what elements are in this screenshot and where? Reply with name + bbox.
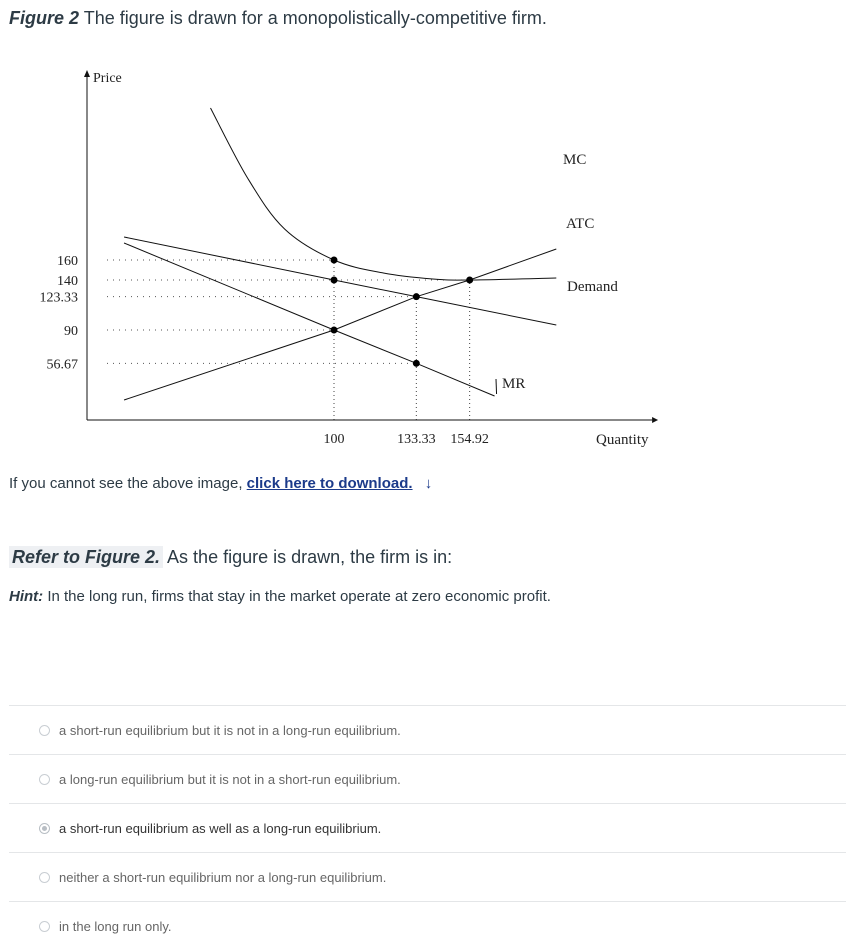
answer-label: a long-run equilibrium but it is not in a short-run equilibrium. [59, 771, 401, 787]
guide-lines [107, 260, 470, 420]
download-notice [9, 475, 432, 492]
y-axis-arrow [84, 70, 90, 77]
x-tick-label: 133.33 [397, 432, 436, 447]
radio-button[interactable] [39, 921, 50, 932]
curve-label-atc: ATC [566, 216, 595, 232]
download-prefix: If you cannot see the above image, [9, 475, 243, 492]
download-link[interactable]: click here to download. [246, 475, 413, 492]
curve-atc [211, 108, 557, 280]
curve-demand [124, 237, 556, 325]
hint-label: Hint: [9, 588, 44, 605]
figure-chart [0, 55, 680, 455]
y-tick-label: 56.67 [46, 357, 78, 373]
answer-option[interactable] [9, 852, 846, 901]
x-tick-label: 100 [323, 432, 345, 447]
tick-labels [40, 254, 489, 447]
answer-label: in the long run only. [59, 918, 172, 934]
answer-option[interactable] [9, 803, 846, 852]
curves [124, 108, 556, 400]
y-tick-label: 160 [57, 254, 78, 269]
marked-points [331, 257, 474, 367]
marked-point [466, 277, 473, 284]
curve-mc [124, 249, 556, 400]
y-tick-label: 123.33 [39, 290, 78, 306]
curve-mr [124, 243, 495, 396]
y-tick-label: 140 [57, 274, 78, 289]
download-arrow-icon[interactable]: ↓ [424, 475, 433, 492]
figure-caption: The figure is drawn for a monopolistically-competitive firm. [83, 8, 547, 28]
marked-point [331, 257, 338, 264]
y-axis-label: Price [93, 71, 122, 86]
radio-button[interactable] [39, 872, 50, 883]
x-axis-arrow [652, 417, 658, 423]
curve-label-demand: Demand [567, 279, 618, 295]
marked-point [331, 277, 338, 284]
answer-option[interactable] [9, 754, 846, 803]
answer-option[interactable] [9, 901, 846, 950]
curve-label-mr: MR [502, 376, 526, 392]
marked-point [331, 327, 338, 334]
figure-reference: Refer to Figure 2. [9, 546, 163, 568]
question-body: As the figure is drawn, the firm is in: [167, 547, 453, 567]
radio-button[interactable] [39, 823, 50, 834]
answer-label: a short-run equilibrium as well as a long-run equilibrium. [59, 820, 382, 836]
y-tick-label: 90 [64, 324, 78, 339]
radio-button[interactable] [39, 725, 50, 736]
figure-title [9, 8, 547, 29]
x-tick-label: 154.92 [450, 432, 489, 447]
answer-label: neither a short-run equilibrium nor a long-run equilibrium. [59, 869, 387, 885]
axes [84, 70, 658, 448]
marked-point [413, 360, 420, 367]
curve-label-mc: MC [563, 152, 587, 168]
hint [9, 588, 551, 605]
x-axis-label: Quantity [596, 432, 649, 448]
hint-text: In the long run, firms that stay in the market operate at zero economic profit. [47, 588, 551, 605]
question-text [9, 547, 452, 568]
curve-labels [496, 152, 618, 394]
figure-label: Figure 2 [9, 8, 80, 28]
answer-label: a short-run equilibrium but it is not in a long-run equilibrium. [59, 722, 401, 738]
answer-option[interactable] [9, 705, 846, 754]
radio-button[interactable] [39, 774, 50, 785]
marked-point [413, 293, 420, 300]
mr-leader-line [496, 379, 497, 394]
answer-list [9, 705, 846, 950]
